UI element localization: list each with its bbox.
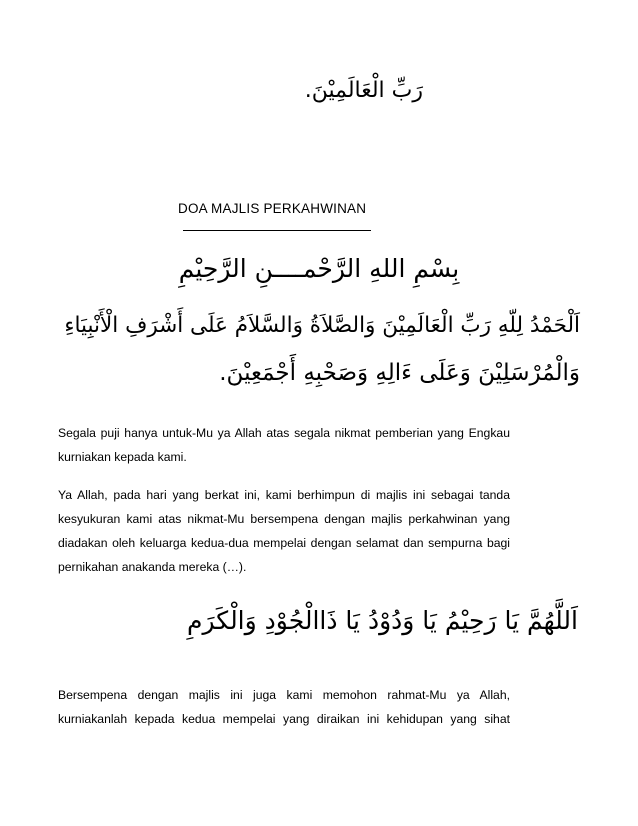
arabic-closing-fragment: رَبِّ الْعَالَمِيْنَ. xyxy=(304,78,423,103)
page-title: DOA MAJLIS PERKAHWINAN xyxy=(178,201,367,216)
paragraph-blessing xyxy=(58,683,510,731)
paragraph-text: Segala puji hanya untuk-Mu ya Allah atas segala nikmat pemberian yang Engkau kurniakan kepada kami. xyxy=(58,426,510,464)
paragraph-praise xyxy=(58,421,510,469)
arabic-opening-line-2: وَالْمُرْسَلِيْنَ وَعَلَى ءَالِهِ وَصَحْبِهِ أَجْمَعِيْنَ. xyxy=(219,360,580,386)
basmalah: بِسْمِ اللهِ الرَّحْمــــنِ الرَّحِيْمِ xyxy=(178,254,460,283)
title-underline xyxy=(183,230,371,231)
paragraph-text: Ya Allah, pada hari yang berkat ini, kami berhimpun di majlis ini sebagai tanda kesyukuran kami atas nikmat-Mu bersempena dengan majlis perkahwinan yang diadakan oleh keluarga kedua-dua mempelai dengan selamat dan sempurna bagi pernikahan anakanda mereka (…). xyxy=(58,488,510,574)
arabic-opening-line-1: اَلْحَمْدُ لِلّهِ رَبِّ الْعَالَمِيْنَ وَالصَّلاَةُ وَالسَّلاَمُ عَلَى أَشْرَفِ الْأَنْبِيَاءِ xyxy=(64,313,580,338)
paragraph-text: Bersempena dengan majlis ini juga kami memohon rahmat-Mu ya Allah, kurniakanlah kepada kedua mempelai yang diraikan ini kehidupan yang sihat xyxy=(58,688,510,726)
arabic-doa: اَللَّهُمَّ يَا رَحِيْمُ يَا وَدُوْدُ يَا ذَاالْجُوْدِ وَالْكَرَمِ xyxy=(186,606,578,635)
paragraph-gathering xyxy=(58,483,510,579)
